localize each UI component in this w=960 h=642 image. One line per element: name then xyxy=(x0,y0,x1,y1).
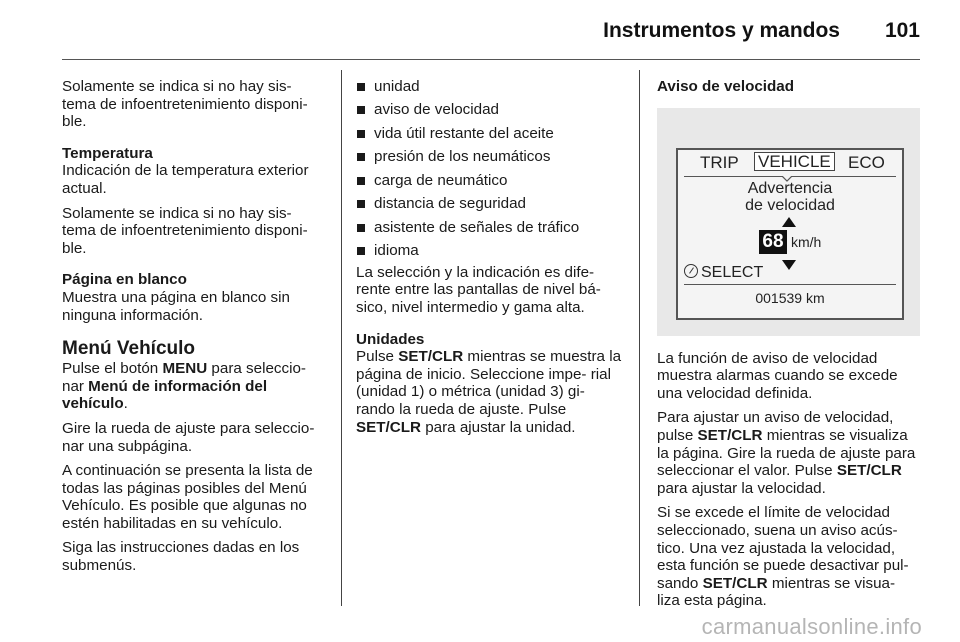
odometer-readout: 001539 km xyxy=(755,289,825,306)
paragraph: Pulse SET/CLR mientras se muestra la página de inicio. Seleccione impe- rial (unidad 1) o métrica (unidad 3) gi- rando la rueda de ajuste. Pulse SET/CLR para ajustar la unidad. xyxy=(356,348,622,436)
section-heading-pagina-en-blanco: Página en blanco xyxy=(62,271,187,289)
instrument-display xyxy=(676,148,904,320)
page-number: 101 xyxy=(884,19,920,42)
arrow-up-icon xyxy=(782,217,796,227)
menu-button-ref: MENU xyxy=(162,360,208,378)
display-title-line-2: de velocidad xyxy=(745,196,835,214)
list-item: presión de los neumáticos xyxy=(356,148,624,166)
paragraph: Siga las instrucciones dadas en los submenús. xyxy=(62,539,300,575)
tab-eco: ECO xyxy=(848,152,885,172)
list-item: idioma xyxy=(356,242,624,260)
paragraph: La selección y la indicación es dife- rente entre las pantallas de nivel bá- sico, nivel intermedio y gama alta. xyxy=(356,263,601,317)
check-circle-icon xyxy=(684,264,698,278)
section-heading-temperatura: Temperatura xyxy=(62,144,153,162)
display-illustration xyxy=(657,108,920,336)
header-rule xyxy=(62,59,920,60)
list-item: distancia de seguridad xyxy=(356,195,624,213)
tab-trip: TRIP xyxy=(700,152,739,172)
speed-unit: km/h xyxy=(791,233,822,250)
list-item: unidad xyxy=(356,78,624,96)
column-divider-1 xyxy=(341,70,342,606)
display-title-line-1: Advertencia xyxy=(747,179,833,197)
column-divider-2 xyxy=(639,70,640,606)
bottom-divider xyxy=(684,284,896,285)
column-2 xyxy=(356,78,624,443)
section-heading-menu-vehiculo: Menú Vehículo xyxy=(62,338,196,360)
menu-name-ref: Menú de información del vehículo xyxy=(62,377,268,413)
list-item: vida útil restante del aceite xyxy=(356,125,624,143)
list-item: asistente de señales de tráfico xyxy=(356,219,624,237)
paragraph: Pulse el botón MENU para seleccio- nar Menú de información del vehículo. xyxy=(62,360,306,413)
paragraph: Solamente se indica si no hay sis- tema de infoentretenimiento disponi- ble. xyxy=(62,78,308,131)
paragraph: Muestra una página en blanco sin ninguna información. xyxy=(62,288,290,324)
paragraph: Solamente se indica si no hay sis- tema de infoentretenimiento disponi- ble. xyxy=(62,204,308,257)
watermark: carmanualsonline.info xyxy=(701,614,922,639)
vehicle-menu-pages-list xyxy=(356,78,624,260)
running-header-title: Instrumentos y mandos xyxy=(603,19,840,42)
paragraph: Indicación de la temperatura exterior actual. xyxy=(62,162,309,197)
page-header xyxy=(0,0,960,62)
paragraph: Para ajustar un aviso de velocidad, pulse SET/CLR mientras se visualiza la página. Gire la rueda de ajuste para seleccionar el valor. Pulse SET/CLR para ajustar la velocidad. xyxy=(657,409,916,497)
tab-vehicle: VEHICLE xyxy=(754,152,835,172)
select-label: SELECT xyxy=(684,264,763,282)
section-heading-aviso-de-velocidad: Aviso de velocidad xyxy=(657,78,795,95)
column-1 xyxy=(62,78,328,582)
paragraph: La función de aviso de velocidad muestra alarmas cuando se excede una velocidad definida. xyxy=(657,349,898,402)
paragraph: A continuación se presenta la lista de todas las páginas posibles del Menú Vehículo. Es posible que algunas no estén habilitadas en su vehículo. xyxy=(62,462,313,532)
section-heading-unidades: Unidades xyxy=(356,330,425,348)
arrow-down-icon xyxy=(782,260,796,270)
paragraph: Gire la rueda de ajuste para seleccio- nar una subpágina. xyxy=(62,419,315,455)
speed-value: 68 xyxy=(759,230,787,254)
column-3 xyxy=(657,78,922,617)
list-item: aviso de velocidad xyxy=(356,101,624,119)
list-item: carga de neumático xyxy=(356,172,624,190)
paragraph: Si se excede el límite de velocidad seleccionado, suena un aviso acús- tico. Una vez ajustada la velocidad, esta función se puede desactivar pul- sando SET/CLR mientras se visua- liza esta página. xyxy=(657,504,909,610)
